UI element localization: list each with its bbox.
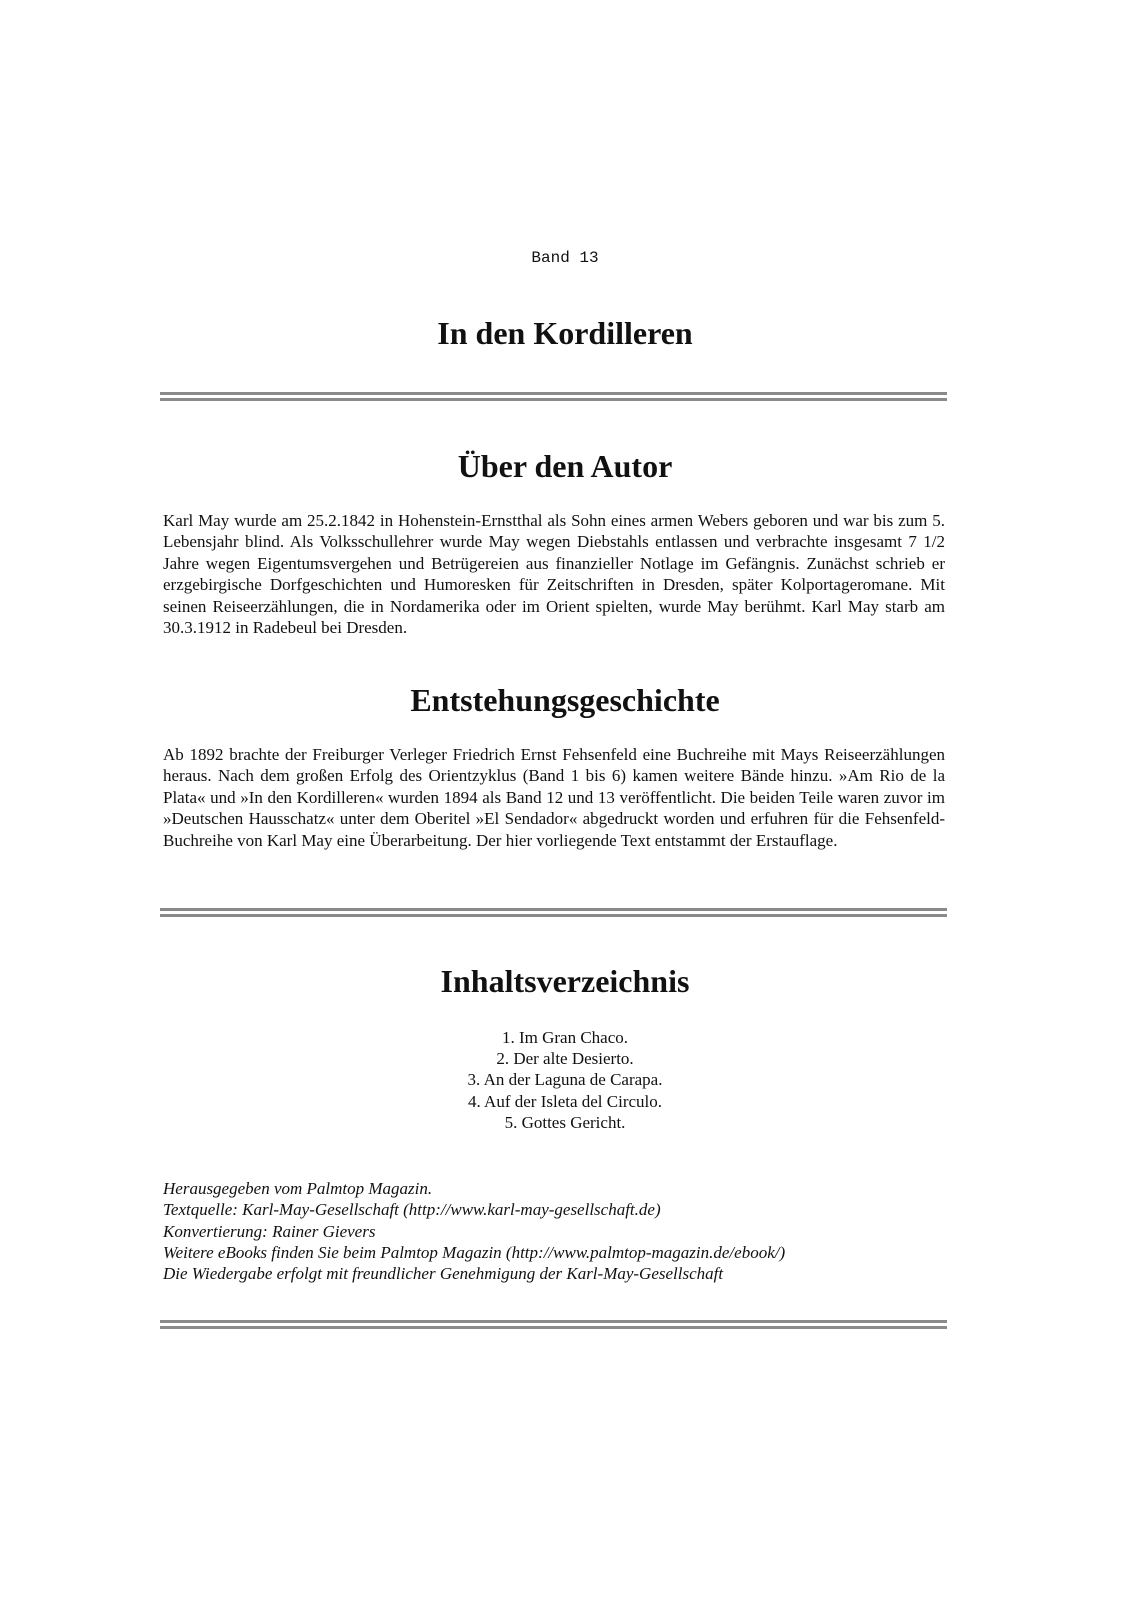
divider — [160, 908, 947, 917]
credit-line: Weitere eBooks finden Sie beim Palmtop Magazin (http://www.palmtop-magazin.de/ebook/) — [163, 1242, 786, 1262]
toc-item: 2. Der alte Desierto. — [496, 1049, 634, 1069]
book-title: In den Kordilleren — [437, 315, 693, 351]
toc-item: 4. Auf der Isleta del Circulo. — [467, 1091, 663, 1111]
volume-label: Band 13 — [531, 249, 599, 267]
divider — [160, 392, 947, 401]
toc-heading: Inhaltsverzeichnis — [440, 963, 690, 999]
credit-line: Die Wiedergabe erfolgt mit freundlicher Genehmigung der Karl-May-Gesellschaft — [163, 1264, 724, 1284]
toc-item: 3. An der Laguna de Carapa. — [467, 1070, 663, 1090]
credit-line: Textquelle: Karl-May-Gesellschaft (http://www.karl-may-gesellschaft.de) — [163, 1200, 661, 1220]
toc-item: 1. Im Gran Chaco. — [501, 1028, 629, 1047]
toc-list — [0, 1027, 1130, 1133]
author-paragraph: Karl May wurde am 25.2.1842 in Hohenstein-Ernstthal als Sohn eines armen Webers geboren und war bis zum 5. Lebensjahr blind. Als Volksschullehrer wurde May wegen Diebstahls entlassen und verbrachte insgesamt 7 1/2 Jahre wegen Eigentumsvergehen und Betrügereien aus finanzieller Notlage im Gefängnis. Zunächst schrieb er erzgebirgische Dorfgeschichten und Humoresken für Zeitschriften in Dresden, später Kolportageromane. Mit seinen Reiseerzählungen, die in Nordamerika oder im Orient spielten, wurde May berühmt. Karl May starb am 30.3.1912 in Radebeul bei Dresden. — [163, 511, 945, 638]
credits — [163, 1178, 785, 1284]
history-heading: Entstehungsgeschichte — [410, 682, 720, 718]
credit-line: Konvertierung: Rainer Gievers — [163, 1221, 376, 1241]
author-heading: Über den Autor — [457, 448, 673, 484]
toc-item: 5. Gottes Gericht. — [504, 1112, 626, 1132]
divider — [160, 1320, 947, 1329]
history-paragraph: Ab 1892 brachte der Freiburger Verleger Friedrich Ernst Fehsenfeld eine Buchreihe mit Mays Reiseerzählungen heraus. Nach dem großen Erfolg des Orientzyklus (Band 1 bis 6) kamen weitere Bände hinzu. »Am Rio de la Plata« und »In den Kordilleren« wurden 1894 als Band 12 und 13 veröffentlicht. Die beiden Teile waren zuvor im »Deutschen Hausschatz« unter dem Oberitel »El Sendador« abgedruckt worden und erfuhren für die Fehsenfeld-Buchreihe von Karl May eine Überarbeitung. Der hier vorliegende Text entstammt der Erstauflage. — [163, 745, 945, 850]
credit-line: Herausgegeben vom Palmtop Magazin. — [163, 1179, 433, 1198]
